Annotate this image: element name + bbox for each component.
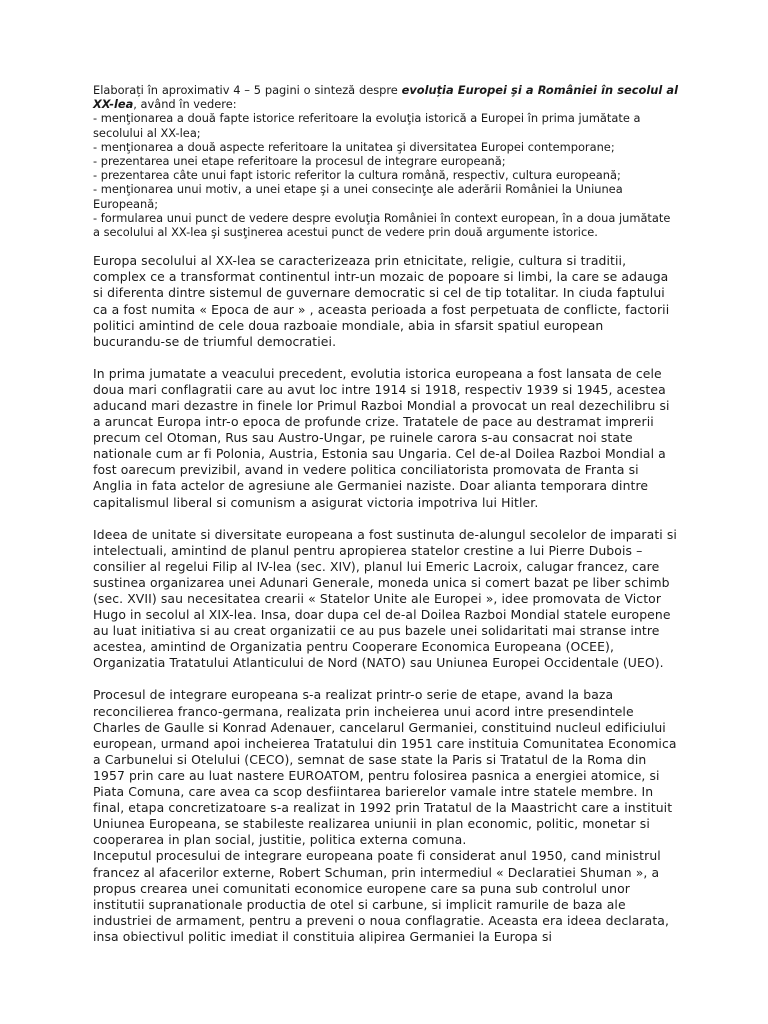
essay-paragraph: Inceputul procesului de integrare europeana poate fi considerat anul 1950, cand ministrul francez al afacerilor externe, Robert Schuman, prin intermediul « Declaratiei Shuman », a propus crearea unei comunitati economice europene care sa puna sub controlul unor institutii supranationale productia de otel si carbune, si implicit ramurile de baza ale industriei de armament, pentru a preveni o noua conflagratie. Aceasta era ideea declarata, insa obiectivul politic imediat il constituia alipirea Germaniei la Europa si [93, 848, 670, 944]
task-intro-emphasis: evoluția Europei şi a României în secolul al XX-lea [93, 83, 678, 112]
task-item: - formularea unui punct de vedere despre evoluţia României în context european, în a doua jumătate a secolului al XX-lea şi susţinerea acestui punct de vedere prin două argumente istorice. [93, 210, 671, 240]
task-intro-end: , având în vedere: [133, 97, 237, 112]
task-item: - menţionarea a două aspecte referitoare la unitatea şi diversitatea Europei contemporane; [93, 139, 615, 154]
essay-body [93, 253, 678, 945]
essay-paragraph: Ideea de unitate si diversitate europeana a fost sustinuta de-alungul secolelor de imparati si intelectuali, amintind de planul pentru apropierea statelor crestine a lui Pierre Dubois – consilier al regelui Filip al IV-lea (sec. XIV), planul lui Emeric Lacroix, calugar francez, care sustinea organizarea unei Adunari Generale, moneda unica si comert bazat pe liber schimb (sec. XVII) sau necesitatea crearii « Statelor Unite ale Europei », idee promovata de Victor Hugo in secolul al XIX-lea. Insa, doar dupa cel de-al Doilea Razboi Mondial statele europene au luat initiativa si au creat organizatii ce au pus bazele unei solidaritati mai stranse intre acestea, amintind de Organizatia pentru Cooperare Economica Europeana (OCEE), Organizatia Tratatului Atlanticului de Nord (NATO) sau Uniunea Europei Occidentale (UEO). [93, 526, 677, 671]
task-item: - prezentarea unei etape referitoare la procesul de integrare europeană; [93, 154, 506, 169]
essay-paragraph: Procesul de integrare europeana s-a realizat printr-o serie de etape, avand la baza reconcilierea franco-germana, realizata prin incheierea unui acord intre presendintele Charles de Gaulle si Konrad Adenauer, cancelarul Germaniei, constituind nucleul edificiului european, urmand apoi incheierea Tratatului din 1951 care instituia Comunitatea Economica a Carbunelui si Otelului (CECO), semnat de sase state la Paris si Tratatul de la Roma din 1957 prin care au luat nastere EUROATOM, pentru folosirea pasnica a energiei atomice, si Piata Comuna, care avea ca scop desfiintarea barierelor vamale intre statele membre. In final, etapa concretizatoare s-a realizat in 1992 prin Tratatul de la Maastricht care a instituit Uniunea Europeana, se stabileste realizarea uniunii in plan economic, politic, monetar si cooperarea in plan social, justitie, politica externa comuna. [93, 687, 677, 848]
task-item: - menţionarea a două fapte istorice referitoare la evoluţia istorică a Europei în prima jumătate a secolului al XX-lea; [93, 111, 641, 140]
task-intro [93, 83, 678, 111]
task-intro-text: Elaborați în aproximativ 4 – 5 pagini o sinteză despre [93, 83, 402, 97]
task-item: - prezentarea câte unui fapt istoric referitor la cultura română, respectiv, cultura europeană; [93, 168, 621, 183]
essay-paragraph: In prima jumatate a veacului precedent, evolutia istorica europeana a fost lansata de cele doua mari conflagratii care au avut loc intre 1914 si 1918, respectiv 1939 si 1945, acestea aducand mari dezastre in finele lor Primul Razboi Mondial a provocat un real dezechilibru si a aruncat Europa intr-o epoca de profunde crize. Tratatele de pace au destramat imprerii precum cel Otoman, Rus sau Austro-Ungar, pe ruinele carora s-au consacrat noi state nationale cum ar fi Polonia, Austria, Estonia sau Ungaria. Cel de-al Doilea Razboi Mondial a fost oarecum previzibil, avand in vedere politica conciliatorista promovata de Franta si Anglia in fata actelor de agresiune ale Germaniei naziste. Doar alianta temporara dintre capitalismul liberal si comunism a asigurat victoria impotriva lui Hitler. [93, 365, 670, 510]
task-item: - menţionarea unui motiv, a unei etape şi a unei consecinţe ale aderării României la Uniunea Europeană; [93, 182, 623, 211]
task-instructions [93, 83, 678, 239]
essay-paragraph: Europa secolului al XX-lea se caracterizeaza prin etnicitate, religie, cultura si traditii, complex ce a transformat continentul intr-un mozaic de popoare si limbi, la care se adauga si diferenta dintre sistemul de guvernare democratic si cel de tip totalitar. In ciuda faptului ca a fost numita « Epoca de aur » , aceasta perioada a fost perpetuata de conflicte, factorii politici amintind de cele doua razboaie mondiale, abia in sfarsit spatiul european bucurandu-se de triumful democratiei. [93, 253, 670, 349]
